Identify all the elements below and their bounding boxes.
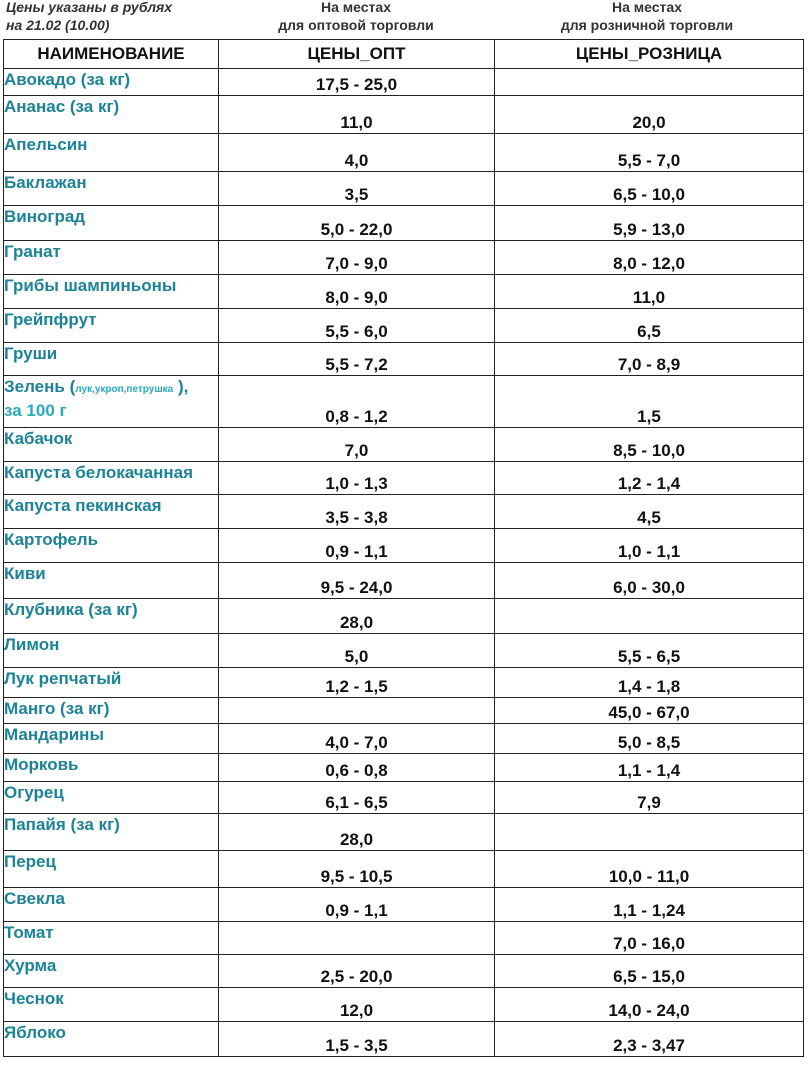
wholesale-price-cell: 11,0 <box>219 96 495 134</box>
product-name-cell: Клубника (за кг) <box>4 599 219 634</box>
product-name-cell: Капуста пекинская <box>4 495 219 529</box>
retail-caption-line2: для розничной торговли <box>560 17 734 33</box>
retail-price-cell: 8,5 - 10,0 <box>495 428 804 462</box>
table-row <box>4 462 804 495</box>
retail-price-cell: 1,5 <box>495 376 804 428</box>
wholesale-price-cell: 7,0 <box>219 428 495 462</box>
product-name-cell: Авокадо (за кг) <box>4 69 219 96</box>
product-name-cell: Яблоко <box>4 1022 219 1057</box>
retail-price-cell: 6,5 <box>495 309 804 343</box>
retail-price-cell: 14,0 - 24,0 <box>495 988 804 1022</box>
column-header-name: НАИМЕНОВАНИЕ <box>4 40 219 69</box>
table-row <box>4 206 804 241</box>
wholesale-price-cell: 4,0 - 7,0 <box>219 724 495 754</box>
wholesale-price-cell: 28,0 <box>219 599 495 634</box>
page-header <box>0 0 808 40</box>
wholesale-price-cell: 9,5 - 10,5 <box>219 851 495 888</box>
product-name-tail: ), <box>173 377 189 396</box>
table-row <box>4 428 804 462</box>
wholesale-price-cell: 2,5 - 20,0 <box>219 955 495 988</box>
wholesale-caption-line2: для оптовой торговли <box>278 17 434 33</box>
product-name-cell: Огурец <box>4 782 219 814</box>
wholesale-price-cell: 0,6 - 0,8 <box>219 754 495 782</box>
table-row <box>4 275 804 309</box>
table-row <box>4 376 804 428</box>
table-header-row <box>4 40 804 69</box>
table-row <box>4 988 804 1022</box>
table-row <box>4 599 804 634</box>
wholesale-caption-line1: На местах <box>321 0 391 15</box>
table-row <box>4 814 804 851</box>
table-row <box>4 529 804 563</box>
retail-price-cell <box>495 69 804 96</box>
table-row <box>4 309 804 343</box>
wholesale-price-cell: 9,5 - 24,0 <box>219 563 495 599</box>
retail-price-cell: 2,3 - 3,47 <box>495 1022 804 1057</box>
wholesale-caption <box>218 0 494 34</box>
wholesale-price-cell: 0,9 - 1,1 <box>219 888 495 922</box>
product-name-cell: Хурма <box>4 955 219 988</box>
product-name-cell: Апельсин <box>4 134 219 172</box>
product-name-cell: Грибы шампиньоны <box>4 275 219 309</box>
retail-price-cell: 1,1 - 1,24 <box>495 888 804 922</box>
table-row <box>4 69 804 96</box>
table-row <box>4 851 804 888</box>
retail-price-cell: 7,0 - 8,9 <box>495 343 804 376</box>
table-row <box>4 782 804 814</box>
wholesale-price-cell: 3,5 <box>219 172 495 206</box>
price-note-line2: на 21.02 (10.00) <box>6 17 110 33</box>
table-row <box>4 96 804 134</box>
table-row <box>4 134 804 172</box>
table-row <box>4 888 804 922</box>
table-body <box>4 69 804 1057</box>
product-name-cell: Картофель <box>4 529 219 563</box>
wholesale-price-cell: 7,0 - 9,0 <box>219 241 495 275</box>
product-name-cell: Мандарины <box>4 724 219 754</box>
table-row <box>4 343 804 376</box>
retail-price-cell: 1,0 - 1,1 <box>495 529 804 563</box>
table-row <box>4 754 804 782</box>
product-name-cell: Морковь <box>4 754 219 782</box>
wholesale-price-cell: 12,0 <box>219 988 495 1022</box>
retail-price-cell: 7,9 <box>495 782 804 814</box>
wholesale-price-cell: 6,1 - 6,5 <box>219 782 495 814</box>
wholesale-price-cell: 4,0 <box>219 134 495 172</box>
product-name-note: лук,укроп,петрушка <box>75 384 174 395</box>
product-name-line1 <box>4 376 218 400</box>
product-name-cell: Кабачок <box>4 428 219 462</box>
retail-price-cell: 45,0 - 67,0 <box>495 698 804 724</box>
product-name-cell: Ананас (за кг) <box>4 96 219 134</box>
retail-price-cell: 20,0 <box>495 96 804 134</box>
wholesale-price-cell: 0,8 - 1,2 <box>219 376 495 428</box>
table-row <box>4 495 804 529</box>
product-name-cell: Груши <box>4 343 219 376</box>
retail-price-cell: 1,4 - 1,8 <box>495 668 804 698</box>
retail-price-cell: 6,5 - 15,0 <box>495 955 804 988</box>
product-name-cell: Грейпфрут <box>4 309 219 343</box>
product-name-cell: Папайя (за кг) <box>4 814 219 851</box>
table-row <box>4 922 804 955</box>
product-name-line2: за 100 г <box>4 401 67 420</box>
table-row <box>4 724 804 754</box>
retail-price-cell: 1,2 - 1,4 <box>495 462 804 495</box>
retail-price-cell <box>495 599 804 634</box>
price-note <box>6 0 172 34</box>
retail-price-cell: 5,0 - 8,5 <box>495 724 804 754</box>
wholesale-price-cell: 28,0 <box>219 814 495 851</box>
wholesale-price-cell: 3,5 - 3,8 <box>219 495 495 529</box>
retail-price-cell: 8,0 - 12,0 <box>495 241 804 275</box>
wholesale-price-cell: 1,5 - 3,5 <box>219 1022 495 1057</box>
wholesale-price-cell <box>219 698 495 724</box>
table-row <box>4 955 804 988</box>
table-row <box>4 668 804 698</box>
retail-price-cell: 6,0 - 30,0 <box>495 563 804 599</box>
retail-price-cell <box>495 814 804 851</box>
product-name-cell: Лимон <box>4 634 219 668</box>
product-name-cell: Киви <box>4 563 219 599</box>
wholesale-price-cell: 1,2 - 1,5 <box>219 668 495 698</box>
product-name-cell: Лук репчатый <box>4 668 219 698</box>
product-name-cell: Гранат <box>4 241 219 275</box>
retail-price-cell: 6,5 - 10,0 <box>495 172 804 206</box>
table-row <box>4 698 804 724</box>
retail-caption-line1: На местах <box>612 0 682 15</box>
table-row <box>4 1022 804 1057</box>
retail-price-cell: 5,5 - 7,0 <box>495 134 804 172</box>
retail-price-cell: 11,0 <box>495 275 804 309</box>
retail-price-cell: 4,5 <box>495 495 804 529</box>
product-name-main: Зелень ( <box>4 377 76 396</box>
table-row <box>4 634 804 668</box>
price-note-line1: Цены указаны в рублях <box>6 0 173 15</box>
retail-price-cell: 10,0 - 11,0 <box>495 851 804 888</box>
retail-price-cell: 5,9 - 13,0 <box>495 206 804 241</box>
product-name-cell: Чеснок <box>4 988 219 1022</box>
product-name-cell: Перец <box>4 851 219 888</box>
table-row <box>4 172 804 206</box>
wholesale-price-cell: 0,9 - 1,1 <box>219 529 495 563</box>
retail-price-cell: 7,0 - 16,0 <box>495 922 804 955</box>
wholesale-price-cell: 5,0 <box>219 634 495 668</box>
column-header-retail: ЦЕНЫ_РОЗНИЦА <box>495 40 804 69</box>
product-name-cell: Виноград <box>4 206 219 241</box>
column-header-wholesale: ЦЕНЫ_ОПТ <box>219 40 495 69</box>
product-name-cell: Баклажан <box>4 172 219 206</box>
product-name-cell: Свекла <box>4 888 219 922</box>
wholesale-price-cell: 5,5 - 6,0 <box>219 309 495 343</box>
product-name-cell: Томат <box>4 922 219 955</box>
wholesale-price-cell: 17,5 - 25,0 <box>219 69 495 96</box>
wholesale-price-cell: 5,5 - 7,2 <box>219 343 495 376</box>
retail-price-cell: 1,1 - 1,4 <box>495 754 804 782</box>
wholesale-price-cell: 5,0 - 22,0 <box>219 206 495 241</box>
table-row <box>4 563 804 599</box>
product-name-cell: Манго (за кг) <box>4 698 219 724</box>
product-name-cell <box>4 376 219 428</box>
product-name-cell: Капуста белокачанная <box>4 462 219 495</box>
wholesale-price-cell: 1,0 - 1,3 <box>219 462 495 495</box>
retail-caption <box>494 0 800 34</box>
table-row <box>4 241 804 275</box>
wholesale-price-cell: 8,0 - 9,0 <box>219 275 495 309</box>
wholesale-price-cell <box>219 922 495 955</box>
price-table <box>3 39 804 1057</box>
retail-price-cell: 5,5 - 6,5 <box>495 634 804 668</box>
